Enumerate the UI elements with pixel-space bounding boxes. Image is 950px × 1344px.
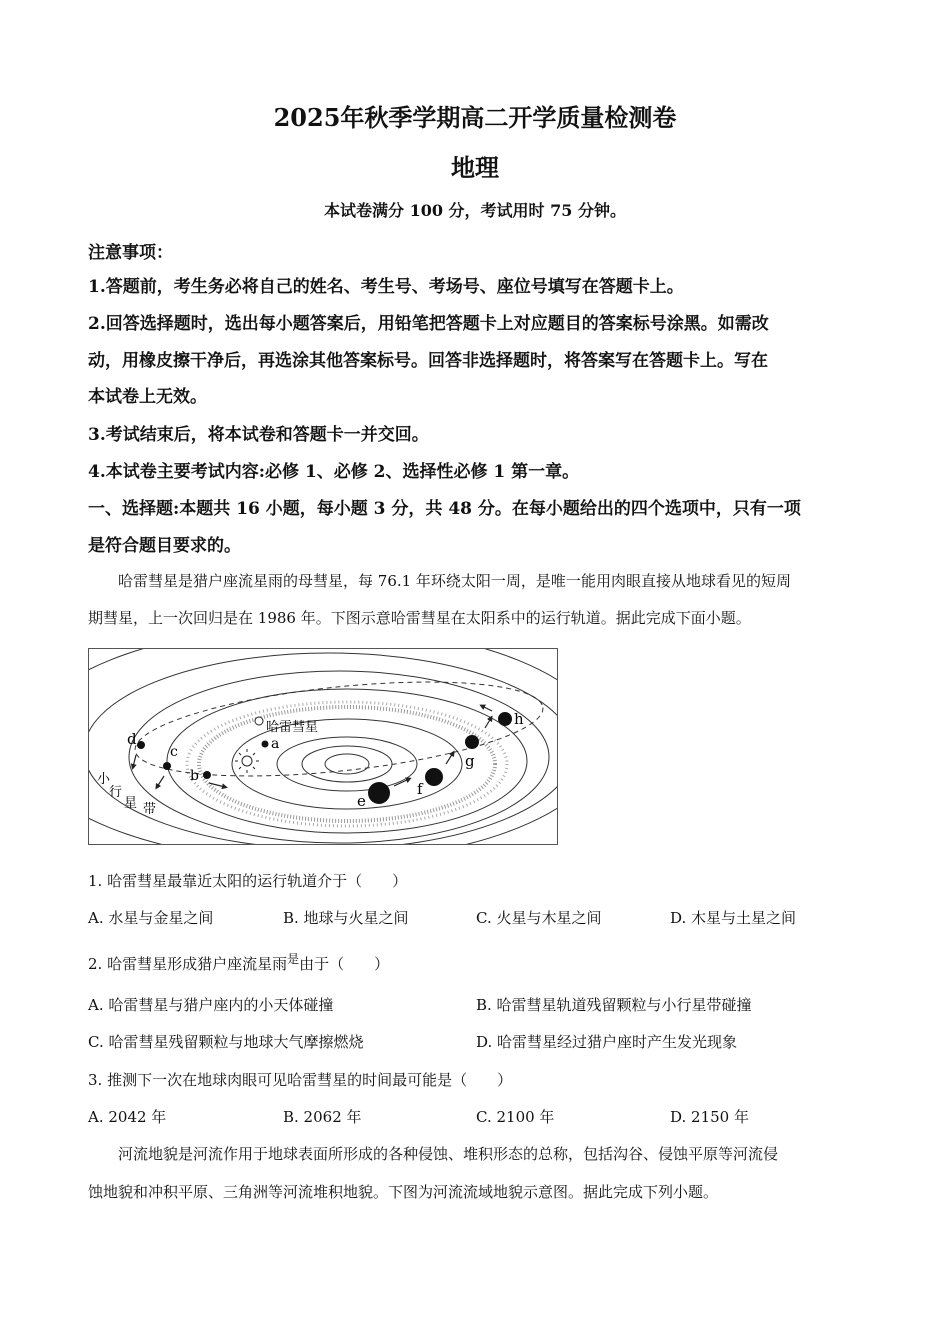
question-3-option-c: C. 2100 年 (476, 1108, 555, 1126)
orbit-b (302, 746, 392, 782)
planet-label-d: d (127, 730, 137, 748)
passage-2-line-1: 河流地貌是河流作用于地球表面所形成的各种侵蚀、堆积形态的总称，包括沟谷、侵蚀平原等河流侵 (118, 1145, 779, 1163)
belt-label-2: 行 (109, 785, 123, 800)
planet-g (465, 735, 479, 749)
orbit-f (129, 671, 549, 843)
notice-item-4: 4.本试卷主要考试内容:必修 1、必修 2、选择性必修 1 第一章。 (88, 462, 580, 482)
score-time-line: 本试卷满分 100 分，考试用时 75 分钟。 (324, 201, 626, 220)
planet-label-g: g (465, 752, 475, 770)
planet-label-c: c (170, 744, 178, 760)
notice-item-2-line-2: 动，用橡皮擦干净后，再选涂其他答案标号。回答非选择题时，将答案写在答题卡上。写在 (88, 351, 768, 371)
question-3-option-d: D. 2150 年 (670, 1108, 749, 1126)
question-2-option-b: B. 哈雷彗星轨道残留颗粒与小行星带碰撞 (476, 996, 752, 1014)
notice-heading: 注意事项： (88, 243, 173, 263)
subject-title: 地理 (451, 153, 499, 182)
question-1-option-b: B. 地球与火星之间 (283, 909, 409, 927)
notice-item-2-line-1: 2.回答选择题时，选出每小题答案后，用铅笔把答题卡上对应题目的答案标号涂黑。如需改 (88, 314, 769, 334)
notice-item-1: 1.答题前，考生务必将自己的姓名、考生号、考场号、座位号填写在答题卡上。 (88, 277, 684, 297)
halley-orbit-figure (88, 648, 558, 845)
planet-c (163, 762, 171, 770)
solar-system-orbit-diagram (89, 649, 557, 844)
notice-item-2-line-3: 本试卷上无效。 (88, 387, 207, 407)
question-2-option-a: A. 哈雷彗星与猎户座内的小天体碰撞 (88, 996, 334, 1014)
passage-1-line-1: 哈雷彗星是猎户座流星雨的母彗星，每 76.1 年环绕太阳一周，是唯一能用肉眼直接从地球看见的短周 (118, 572, 791, 590)
exam-title: 2025年秋季学期高二开学质量检测卷 (273, 103, 677, 132)
question-3-option-a: A. 2042 年 (88, 1108, 167, 1126)
question-1-option-a: A. 水星与金星之间 (88, 909, 214, 927)
planet-a (262, 741, 269, 748)
question-2-stem (88, 953, 389, 974)
belt-label-4: 带 (143, 802, 157, 817)
orbit-a (325, 754, 369, 774)
question-1-option-d: D. 木星与土星之间 (670, 909, 797, 927)
planet-e (368, 782, 390, 804)
planet-h (498, 712, 512, 726)
notice-item-3: 3.考试结束后，将本试卷和答题卡一并交回。 (88, 425, 429, 445)
comet-icon (255, 717, 263, 725)
belt-label-3: 星 (124, 796, 138, 811)
planet-label-b: b (190, 768, 199, 784)
planet-f (425, 768, 443, 786)
planet-label-e: e (357, 792, 366, 810)
belt-label-1: 小 (97, 772, 111, 787)
question-3-stem: 3. 推测下一次在地球肉眼可见哈雷彗星的时间最可能是（ ） (88, 1071, 513, 1089)
question-2-option-d: D. 哈雷彗星经过猎户座时产生发光现象 (476, 1033, 738, 1051)
orbit-h (89, 649, 557, 844)
question-3-option-b: B. 2062 年 (283, 1108, 362, 1126)
section-1-line-1: 一、选择题:本题共 16 小题，每小题 3 分，共 48 分。在每小题给出的四个选项中，只有一项 (88, 499, 801, 519)
planet-b (203, 771, 211, 779)
question-2-stem-small: 是 (287, 952, 300, 966)
question-2-option-c: C. 哈雷彗星残留颗粒与地球大气摩擦燃烧 (88, 1033, 364, 1051)
question-1-stem: 1. 哈雷彗星最靠近太阳的运行轨道介于（ ） (88, 872, 408, 890)
question-1-option-c: C. 火星与木星之间 (476, 909, 602, 927)
passage-2-line-2: 蚀地貌和冲积平原、三角洲等河流堆积地貌。下图为河流流域地貌示意图。据此完成下列小题。 (88, 1183, 719, 1201)
planet-label-a: a (271, 736, 280, 752)
comet-label: 哈雷彗星 (266, 720, 319, 735)
question-2-stem-main: 2. 哈雷彗星形成猎户座流星雨 (88, 955, 288, 973)
planet-label-f: f (417, 780, 423, 798)
passage-1-line-2: 期彗星，上一次回归是在 1986 年。下图示意哈雷彗星在太阳系中的运行轨道。据此完成下面小题。 (88, 609, 751, 627)
planet-label-h: h (514, 710, 524, 728)
asteroid-belt-outer (187, 702, 507, 826)
section-1-line-2: 是符合题目要求的。 (88, 536, 241, 556)
planet-d (137, 741, 145, 749)
sun-icon (235, 749, 259, 773)
question-2-stem-tail: 由于（ ） (299, 955, 390, 973)
